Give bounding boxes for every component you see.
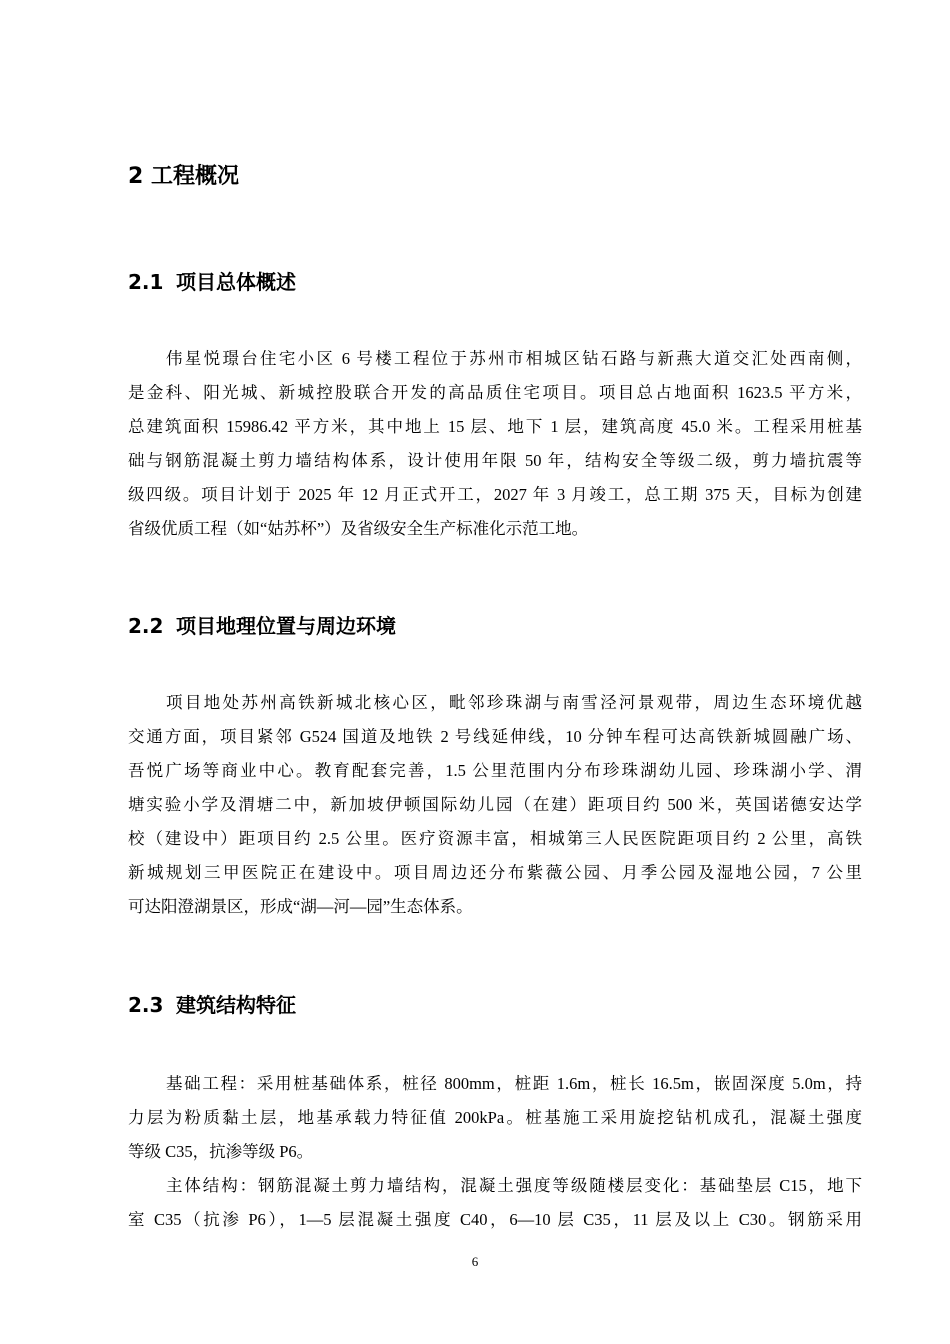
paragraph-line: 力层为粉质黏土层，地基承载力特征值 200kPa。桩基施工采用旋挖钻机成孔，混凝土强度 xyxy=(128,1108,862,1127)
page-number: 6 xyxy=(471,1254,479,1269)
paragraph-project-overview xyxy=(128,342,862,546)
paragraph-line: 础与钢筋混凝土剪力墙结构体系，设计使用年限 50 年，结构安全等级二级，剪力墙抗震等 xyxy=(128,451,862,470)
section-title: 建筑结构特征 xyxy=(176,993,296,1017)
paragraph-location-environment xyxy=(128,686,862,924)
section-number: 2.3 xyxy=(128,993,164,1017)
paragraph-line: 交通方面，项目紧邻 G524 国道及地铁 2 号线延伸线，10 分钟车程可达高铁新城圆融广场、 xyxy=(128,727,862,746)
paragraph-line: 主体结构：钢筋混凝土剪力墙结构，混凝土强度等级随楼层变化：基础垫层 C15，地下 xyxy=(166,1176,862,1195)
paragraph-line: 等级 C35，抗渗等级 P6。 xyxy=(128,1142,314,1161)
section-title: 项目地理位置与周边环境 xyxy=(176,614,396,638)
section-title: 项目总体概述 xyxy=(176,270,296,294)
paragraph-line: 可达阳澄湖景区，形成“湖—河—园”生态体系。 xyxy=(128,897,473,916)
paragraph-line: 新城规划三甲医院正在建设中。项目周边还分布紫薇公园、月季公园及湿地公园，7 公里 xyxy=(128,863,862,882)
paragraph-line: 省级优质工程（如“姑苏杯”）及省级安全生产标准化示范工地。 xyxy=(128,519,589,538)
section-heading-2-2 xyxy=(128,611,396,641)
paragraph-line: 项目地处苏州高铁新城北核心区，毗邻珍珠湖与南雪泾河景观带，周边生态环境优越 xyxy=(166,693,862,712)
paragraph-foundation xyxy=(128,1067,862,1169)
chapter-title: 2 工程概况 xyxy=(128,164,239,189)
paragraph-line: 吾悦广场等商业中心。教育配套完善，1.5 公里范围内分布珍珠湖幼儿园、珍珠湖小学、渭 xyxy=(128,761,862,780)
paragraph-line: 伟星悦璟台住宅小区 6 号楼工程位于苏州市相城区钻石路与新燕大道交汇处西南侧， xyxy=(166,349,862,368)
section-number: 2.2 xyxy=(128,614,164,638)
paragraph-line: 塘实验小学及渭塘二中，新加坡伊顿国际幼儿园（在建）距项目约 500 米，英国诺德安达学 xyxy=(128,795,862,814)
paragraph-line: 总建筑面积 15986.42 平方米，其中地上 15 层、地下 1 层，建筑高度 45.0 米。工程采用桩基 xyxy=(128,417,862,436)
paragraph-line: 校（建设中）距项目约 2.5 公里。医疗资源丰富，相城第三人民医院距项目约 2 公里，高铁 xyxy=(128,829,862,848)
paragraph-line: 是金科、阳光城、新城控股联合开发的高品质住宅项目。项目总占地面积 1623.5 平方米， xyxy=(128,383,862,402)
section-heading-2-3 xyxy=(128,990,296,1020)
paragraph-line: 室 C35（抗渗 P6），1—5 层混凝土强度 C40，6—10 层 C35，11 层及以上 C30。钢筋采用 xyxy=(128,1210,862,1229)
paragraph-line: 级四级。项目计划于 2025 年 12 月正式开工，2027 年 3 月竣工，总工期 375 天，目标为创建 xyxy=(128,485,862,504)
paragraph-line: 基础工程：采用桩基础体系，桩径 800mm，桩距 1.6m，桩长 16.5m，嵌固深度 5.0m，持 xyxy=(166,1074,862,1093)
paragraph-main-structure xyxy=(128,1169,862,1237)
section-number: 2.1 xyxy=(128,270,164,294)
section-heading-2-1 xyxy=(128,267,296,297)
